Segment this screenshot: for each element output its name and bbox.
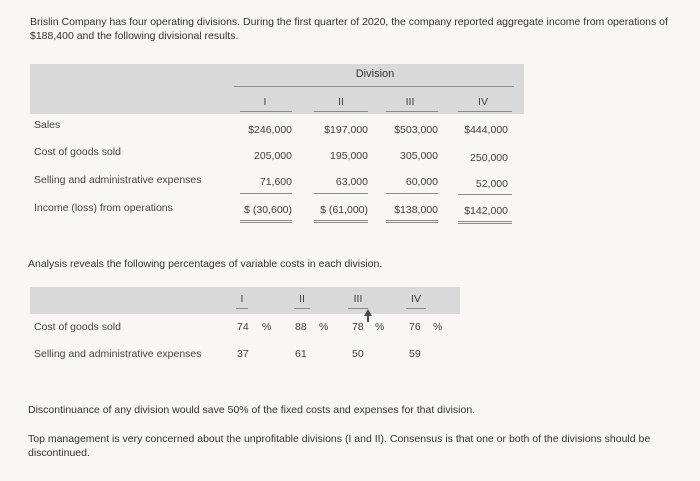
row-label-income: Income (loss) from operations	[34, 202, 173, 214]
subtotal-rule	[386, 193, 438, 194]
mouse-cursor-icon	[363, 309, 373, 323]
col-underline	[240, 111, 292, 112]
pct-cell: 61	[295, 348, 307, 360]
pct-unit: %	[319, 321, 329, 333]
subtotal-rule	[240, 193, 292, 194]
row-label-cogs: Cost of goods sold	[34, 146, 121, 158]
cell: $444,000	[464, 124, 508, 136]
row-label-selling-admin: Selling and administrative expenses	[34, 174, 202, 186]
analysis-text: Analysis reveals the following percentages of variable costs in each division.	[28, 258, 383, 270]
cell: 60,000	[405, 176, 438, 188]
total-double-rule	[314, 220, 368, 223]
pct-col-header-iii: III	[353, 293, 363, 305]
col-underline	[386, 111, 438, 112]
subtotal-rule	[314, 193, 368, 194]
subtotal-rule	[458, 194, 512, 195]
pct-cell: 37	[237, 348, 249, 360]
pct-col-underline	[236, 308, 248, 309]
division-heading: Division	[355, 68, 395, 80]
pct-col-header-ii: II	[299, 293, 305, 305]
discontinuance-text: Discontinuance of any division would save 50% of the fixed costs and expenses for that division.	[28, 404, 476, 416]
pct-cell: 50	[352, 348, 364, 360]
cell: $ (61,000)	[320, 204, 368, 216]
pct-col-header-i: I	[240, 293, 244, 305]
cell: $ (30,600)	[244, 204, 292, 216]
row-label-sales: Sales	[34, 119, 61, 131]
management-text: Top management is very concerned about the unprofitable divisions (I and II). Consensus is that one or both of the divisions should be discontinued.	[28, 433, 651, 459]
pct-cell: 88	[295, 321, 307, 333]
cell: $246,000	[248, 124, 292, 136]
total-double-rule	[386, 220, 438, 223]
cell: 52,000	[475, 178, 508, 190]
col-underline	[314, 111, 368, 112]
pct-cell: 74	[237, 321, 249, 333]
pct-unit: %	[262, 321, 272, 333]
pct-col-underline	[406, 308, 426, 309]
col-header-iv: IV	[478, 96, 488, 108]
intro-paragraph: Brislin Company has four operating divisions. During the first quarter of 2020, the company reported aggregate income from operations of $188,400 and the following divisional results.	[30, 16, 668, 42]
pct-col-header-iv: IV	[411, 293, 421, 305]
col-underline	[458, 111, 512, 112]
cell: $197,000	[324, 124, 368, 136]
cell: $142,000	[464, 205, 508, 217]
cell: 205,000	[254, 150, 292, 162]
total-double-rule	[458, 221, 512, 224]
col-header-iii: III	[405, 96, 415, 108]
pct-row-label-selling-admin: Selling and administrative expenses	[34, 348, 202, 360]
cell: 195,000	[330, 150, 368, 162]
col-header-ii: II	[338, 96, 344, 108]
pct-unit: %	[375, 321, 385, 333]
col-header-i: I	[263, 96, 267, 108]
pct-cell: 76	[409, 321, 421, 333]
cell: 71,600	[259, 176, 292, 188]
pct-cell: 78	[352, 321, 364, 333]
cell: $138,000	[394, 204, 438, 216]
pct-col-underline	[294, 308, 310, 309]
division-heading-underline	[234, 86, 514, 87]
cell: $503,000	[394, 124, 438, 136]
cell: 250,000	[470, 152, 508, 164]
pct-row-label-cogs: Cost of goods sold	[34, 321, 121, 333]
cell: 305,000	[400, 150, 438, 162]
pct-unit: %	[433, 321, 443, 333]
cell: 63,000	[335, 176, 368, 188]
pct-cell: 59	[409, 348, 421, 360]
total-double-rule	[240, 220, 292, 223]
